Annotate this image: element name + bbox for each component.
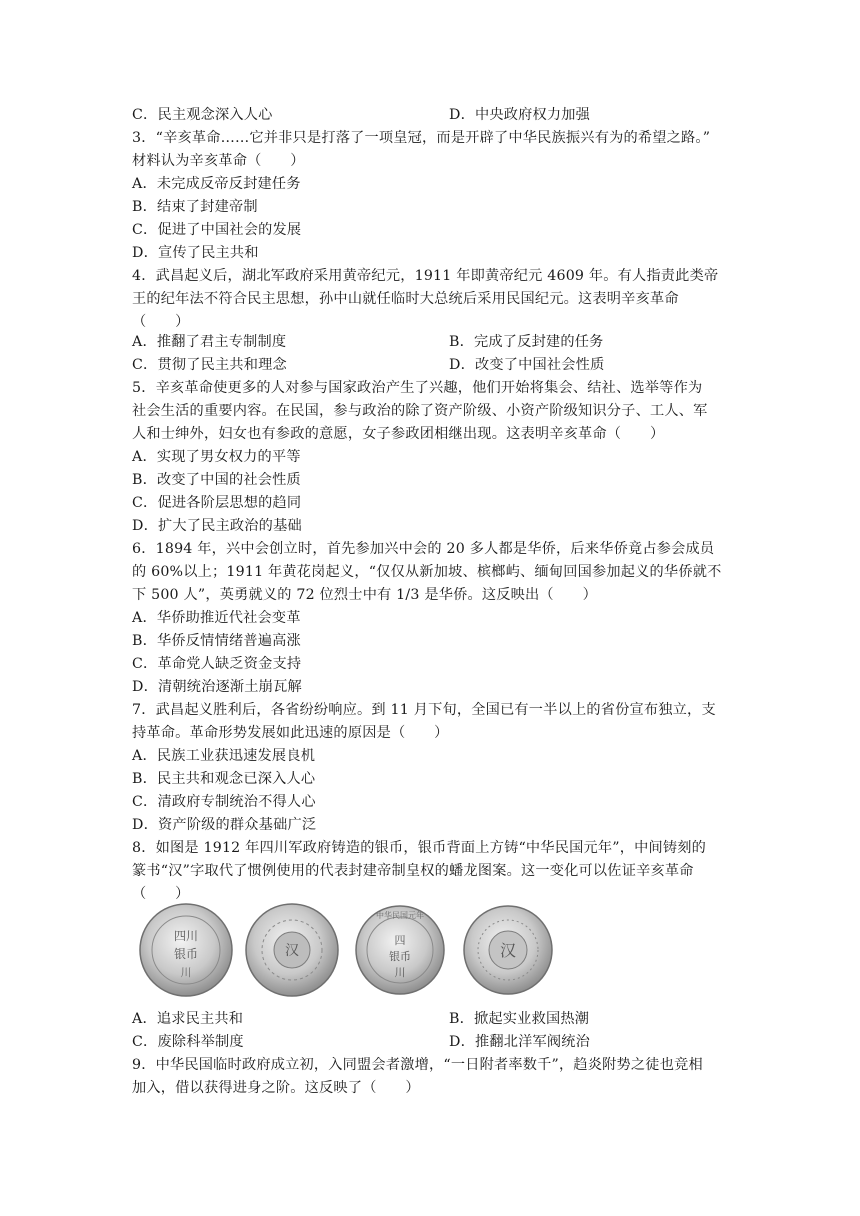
question-4-stem: 王的纪年法不符合民主思想，孙中山就任临时大总统后采用民国纪元。这表明辛亥革命 — [132, 291, 679, 307]
svg-text:川: 川 — [180, 966, 192, 979]
option-q2-d: D．中央政府权力加强 — [449, 107, 591, 123]
option-q7-d: D．资产阶级的群众基础广泛 — [132, 817, 317, 833]
silver-coins-figure — [138, 898, 558, 1002]
question-8-stem: 8．如图是 1912 年四川军政府铸造的银币，银币背面上方铸“中华民国元年”，中间铸刻的 — [132, 840, 707, 856]
question-5-stem: 社会生活的重要内容。在民国，参与政治的除了资产阶级、小资产阶级知识分子、工人、军 — [132, 403, 708, 419]
option-q7-c: C．清政府专制统治不得人心 — [132, 794, 316, 810]
coin-1-text-mid: 银币 — [173, 947, 199, 961]
question-3-stem: 材料认为辛亥革命（ ） — [132, 153, 305, 169]
question-7-stem: 持革命。革命形势发展如此迅速的原因是（ ） — [132, 725, 449, 741]
coin-1-front — [140, 904, 232, 996]
option-q6-d: D．清朝统治逐渐土崩瓦解 — [132, 679, 302, 695]
question-3-stem: 3．“辛亥革命……它并非只是打落了一项皇冠，而是开辟了中华民族振兴有为的希望之路。” — [132, 130, 711, 146]
question-7-stem: 7．武昌起义胜利后，各省纷纷响应。到 11 月下旬，全国已有一半以上的省份宣布独立，支 — [132, 702, 716, 718]
svg-text:四: 四 — [394, 934, 406, 947]
question-6-stem: 下 500 人”，英勇就义的 72 位烈士中有 1/3 是华侨。这反映出（ ） — [132, 587, 597, 603]
option-q3-d: D．宣传了民主共和 — [132, 245, 259, 261]
option-q7-b: B．民主共和观念已深入人心 — [132, 771, 316, 787]
question-4-stem: （ ） — [132, 314, 190, 330]
question-6-stem: 的 60%以上；1911 年黄花岗起义，“仅仅从新加坡、槟榔屿、缅甸回国参加起义的华侨就不 — [132, 564, 722, 580]
coin-3-rim-text: 中华民国元年 — [376, 911, 424, 920]
option-q8-c: C．废除科举制度 — [132, 1034, 244, 1050]
option-q8-a: A．追求民主共和 — [132, 1011, 244, 1027]
option-q4-a: A．推翻了君主专制制度 — [132, 334, 287, 350]
question-5-stem: 5．辛亥革命使更多的人对参与国家政治产生了兴趣，他们开始将集会、结社、选举等作为 — [132, 380, 703, 396]
question-9-stem: 9．中华民国临时政府成立初，入同盟会者激增，“一日附者率数千”，趋炎附势之徒也竞相 — [132, 1057, 703, 1073]
coin-2-back — [246, 904, 338, 996]
option-q3-a: A．未完成反帝反封建任务 — [132, 176, 301, 192]
question-6-stem: 6．1894 年，兴中会创立时，首先参加兴中会的 20 多人都是华侨，后来华侨竟占参会成员 — [132, 541, 715, 557]
question-4-stem: 4．武昌起义后，湖北军政府采用黄帝纪元，1911 年即黄帝纪元 4609 年。有人指责此类帝 — [132, 268, 719, 284]
option-q8-d: D．推翻北洋军阀统治 — [449, 1034, 591, 1050]
coin-4-back — [464, 906, 552, 994]
option-q5-a: A．实现了男女权力的平等 — [132, 449, 301, 465]
question-8-stem: 篆书“汉”字取代了惯例使用的代表封建帝制皇权的蟠龙图案。这一变化可以佐证辛亥革命 — [132, 863, 694, 879]
coin-1-text-top: 四川 — [173, 929, 199, 943]
coin-3-front — [356, 906, 444, 994]
option-q5-d: D．扩大了民主政治的基础 — [132, 518, 302, 534]
option-q6-c: C．革命党人缺乏资金支持 — [132, 656, 302, 672]
svg-text:银币: 银币 — [389, 950, 411, 963]
svg-text:川: 川 — [394, 966, 406, 979]
option-q5-b: B．改变了中国的社会性质 — [132, 472, 301, 488]
option-q6-b: B．华侨反情情绪普遍高涨 — [132, 633, 301, 649]
option-q8-b: B．掀起实业救国热潮 — [449, 1011, 590, 1027]
question-5-stem: 人和士绅外，妇女也有参政的意愿，女子参政团相继出现。这表明辛亥革命（ ） — [132, 426, 665, 442]
option-q4-c: C．贯彻了民主共和理念 — [132, 357, 287, 373]
svg-text:汉: 汉 — [499, 941, 517, 960]
option-q3-c: C．促进了中国社会的发展 — [132, 222, 302, 238]
option-q4-b: B．完成了反封建的任务 — [449, 334, 604, 350]
option-q3-b: B．结束了封建帝制 — [132, 199, 258, 215]
option-q5-c: C．促进各阶层思想的趋同 — [132, 495, 302, 511]
option-q4-d: D．改变了中国社会性质 — [449, 357, 605, 373]
option-q2-c: C．民主观念深入人心 — [132, 107, 273, 123]
question-8-stem: （ ） — [132, 886, 190, 902]
coin-2-han: 汉 — [285, 943, 299, 959]
option-q7-a: A．民族工业获迅速发展良机 — [132, 748, 316, 764]
option-q6-a: A．华侨助推近代社会变革 — [132, 610, 301, 626]
question-9-stem: 加入，借以获得进身之阶。这反映了（ ） — [132, 1080, 420, 1096]
